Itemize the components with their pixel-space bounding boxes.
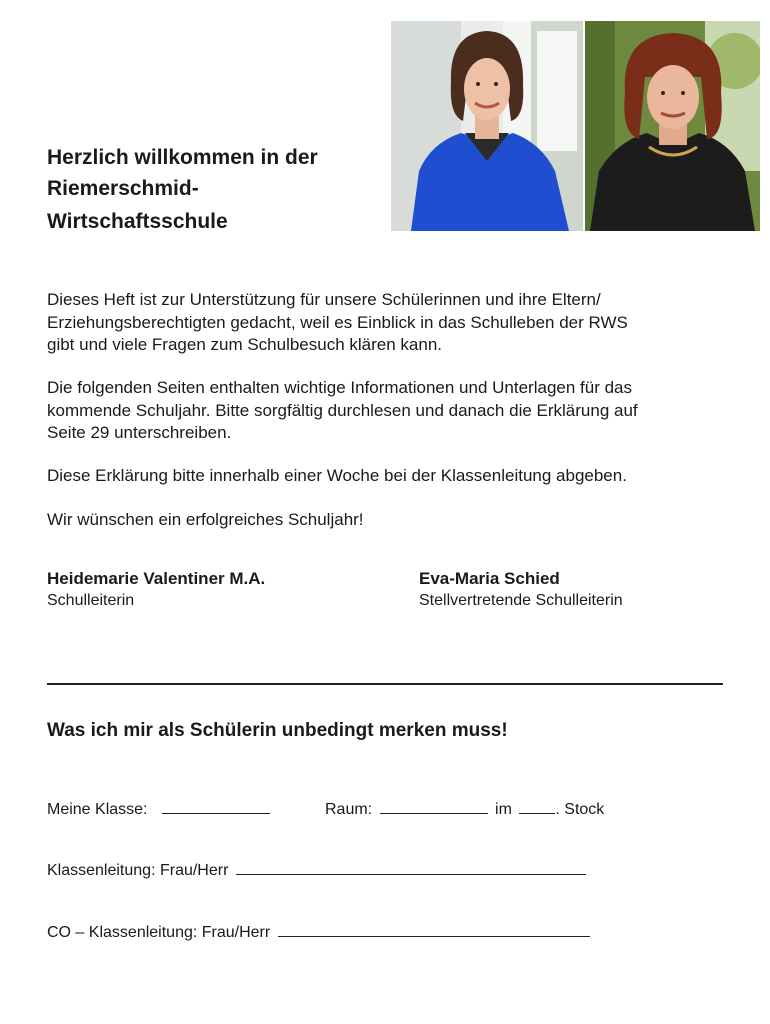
floor-label: . Stock bbox=[555, 801, 605, 818]
page-title bbox=[47, 142, 387, 237]
info-paragraph bbox=[47, 377, 737, 445]
portrait-photo-deputy bbox=[585, 21, 760, 231]
section-divider bbox=[47, 683, 723, 685]
teacher-field bbox=[47, 860, 589, 880]
room-field bbox=[325, 799, 604, 819]
title-line: Wirtschaftsschule bbox=[47, 210, 228, 233]
teacher-label: Klassenleitung: Frau/Herr bbox=[47, 862, 229, 879]
title-line: Herzlich willkommen in der bbox=[47, 146, 318, 169]
text-line: gibt und viele Fragen zum Schulbesuch klären kann. bbox=[47, 335, 443, 354]
room-blank[interactable] bbox=[380, 799, 488, 814]
class-label: Meine Klasse: bbox=[47, 801, 148, 818]
teacher-blank[interactable] bbox=[236, 860, 586, 875]
signatory-role: Stellvertretende Schulleiterin bbox=[419, 592, 623, 609]
class-field bbox=[47, 799, 273, 819]
deadline-paragraph: Diese Erklärung bitte innerhalb einer Woche bei der Klassenleitung abgeben. bbox=[47, 466, 627, 485]
text-line: Dieses Heft ist zur Unterstützung für unsere Schülerinnen und ihre Eltern/ bbox=[47, 290, 601, 309]
intro-paragraph bbox=[47, 289, 737, 357]
floor-blank[interactable] bbox=[519, 799, 555, 814]
wishes-paragraph: Wir wünschen ein erfolgreiches Schuljahr! bbox=[47, 510, 364, 529]
signatory-name: Heidemarie Valentiner M.A. bbox=[47, 569, 266, 588]
floor-in-label: im bbox=[495, 801, 512, 818]
co-teacher-label: CO – Klassenleitung: Frau/Herr bbox=[47, 924, 271, 941]
signatory-name: Eva-Maria Schied bbox=[419, 569, 560, 588]
text-line: Seite 29 unterschreiben. bbox=[47, 423, 232, 442]
class-blank[interactable] bbox=[162, 799, 270, 814]
text-line: Die folgenden Seiten enthalten wichtige Informationen und Unterlagen für das bbox=[47, 378, 632, 397]
room-label: Raum: bbox=[325, 801, 373, 818]
memo-heading: Was ich mir als Schülerin unbedingt merken muss! bbox=[47, 720, 508, 741]
portrait-photos bbox=[391, 21, 760, 231]
co-teacher-field bbox=[47, 922, 593, 942]
text-line: Erziehungsberechtigten gedacht, weil es Einblick in das Schulleben der RWS bbox=[47, 312, 628, 332]
portrait-photo-principal bbox=[391, 21, 583, 231]
signatory-role: Schulleiterin bbox=[47, 592, 135, 609]
text-line: kommende Schuljahr. Bitte sorgfältig durchlesen und danach die Erklärung auf bbox=[47, 400, 638, 420]
title-line: Riemerschmid- bbox=[47, 177, 199, 200]
co-teacher-blank[interactable] bbox=[278, 922, 590, 937]
